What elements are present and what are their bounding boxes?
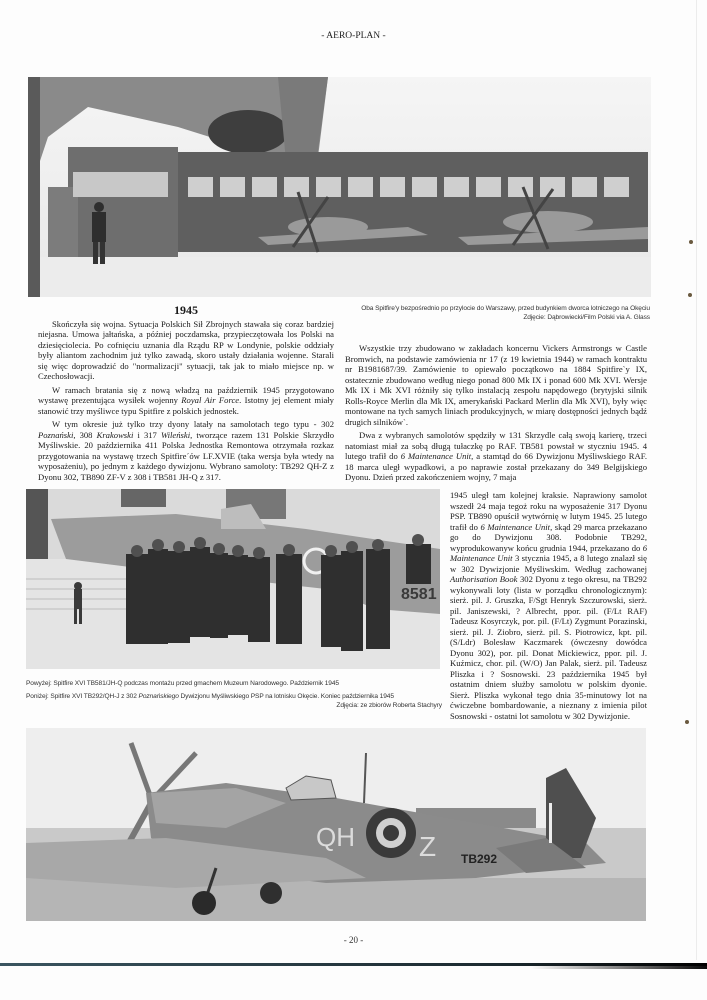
right-paragraph-2-start	[345, 430, 647, 483]
page-right-edge	[696, 0, 697, 960]
text-run: Dwa z wybranych samolotów spędziły w 131 Skrzydle całą swoją karierę, trzeci natomiast miał za sobą długą tułaczkę po RAF. TB581 powstał w styczniu 1945. 4 lutego trafił do	[345, 430, 647, 461]
page-bottom-shadow	[530, 966, 707, 969]
caption-below	[26, 692, 446, 701]
right-paragraph-1: Wszystkie trzy zbudowano w zakładach koncernu Vickers Armstrongs w Castle Bromwich, na podstawie zamówienia nr 17 (z 19 kwietnia 1944) w ramach kontraktu nr B1981687/39. Zamówienie to opiewało początkowo na 1884 Spitfire`y IX, ostatecznie zbudowano według niego ponad 800 Mk IX i ponad 600 Mk XVI. Wersje Mk IX i Mk XVI różniły się tylko instalacją zespołu napędowego (brytyjski silnik Rolls-Royce Merlin dla Mk IX, amerykański Packard Merlin dla Mk XVI), były więc montowane na tych samych liniach produkcyjnych, w miarę dostępności jednych bądź drugich silników`.	[345, 343, 647, 427]
caption-above: Powyżej: Spitfire XVI TB581/JH-Q podczas montażu przed gmachem Muzeum Narodowego. Październik 1945	[26, 680, 339, 687]
italic-run: 6 Maintenance Unit	[480, 521, 551, 532]
italic-run: Authorisation Book	[450, 574, 518, 584]
text-run: , 308	[73, 429, 97, 440]
aircraft-code-left: QH	[316, 822, 355, 852]
text-run: i 317	[133, 429, 161, 440]
text-run: , a stamtąd do 66 Dywizjonu Myśliwskiego RAF. 18 marca uległ wypadkowi, a po naprawie został przekazany do 349 Belgijskiego Dyonu. Dzień przed zakończeniem wojny, 7 maja	[345, 451, 647, 482]
text-run: 3 stycznia 1945, a 8 lutego znalazł się w 302 Dywizjonie Myśliwskim. Według zachowanej	[450, 553, 647, 574]
spitfire-museum-crowd-photo-icon	[26, 489, 440, 669]
top-photo-credit: Zdjęcie: Dąbrowiecki/Film Polski via A. Glass	[523, 314, 650, 321]
italic-run: Krakowski	[96, 429, 134, 440]
bottom-photo-spitfire	[26, 728, 646, 921]
italic-run: Royal Air Force	[181, 395, 240, 405]
text-run: W tym okresie już tylko trzy dyony latały na samolotach tego typu - 302	[52, 419, 334, 429]
italic-run: 6 Maintenance Unit	[400, 451, 472, 461]
left-paragraph-1: Skończyła się wojna. Sytuacja Polskich Sił Zbrojnych stawała się coraz bardziej niejasna. Umowa jałtańska, a później poczdamska, przypieczętowała los Polski na dziesięciolecia. Po cofnięciu uznania dla Rządu RP w Londynie, polskie oddziały były aliantom zachodnim już tylko zawadą, skoro ustały działania wojenne. Starali się więc doprowadzić do "normalizacji" sytuacji, tak jak to miało miejsce np. w Czechosłowacji.	[38, 318, 334, 381]
article-right-column-narrow	[450, 490, 647, 724]
text-run: Poniżej: Spitfire XVI TB292/QH-J z 302	[26, 693, 139, 700]
scan-speck	[685, 720, 689, 724]
top-photo-caption	[345, 304, 650, 322]
scan-speck	[688, 293, 692, 297]
top-photo-caption-text: Oba Spitfire'y bezpośrednio po przylocie do Warszawy, przed budynkiem dworca lotniczego na Okęciu	[361, 305, 650, 312]
scan-speck	[689, 240, 693, 244]
text-run: , tworzące razem 131 Polskie Skrzydło Myśliwskie. 20 października 411 Polska Jednostka Remontowa otrzymała rozkaz przygotowania na wystawę trzech Spitfire´ów LF.XVIE (taka wersja była wtedy na wyposażeniu), po jednym z każdego dywizjonu. Wybrano samoloty: TB292 QH-Z z Dyonu 302, TB890 ZF-V z 308 i TB581 JH-Q z 317.	[38, 429, 335, 482]
right-paragraph-2-cont	[450, 490, 647, 721]
text-run: W ramach bratania się z nową władzą na październik 1945 przygotowano wystawę prezentująca wysiłek wojenny	[38, 384, 334, 405]
italic-run: 6 Maintenance Unit	[450, 542, 647, 563]
page-number: - 20 -	[343, 935, 364, 945]
spitfire-airfield-photo-icon	[26, 728, 646, 921]
article-heading: 1945	[174, 303, 198, 317]
article-left-column	[38, 305, 334, 485]
aircraft-code-right: Z	[419, 831, 437, 862]
italic-run: Poznański	[38, 429, 74, 440]
text-run: , skąd 29 marca przekazano go do Dywizjonu 308. Podobnie TB292, wyprodukowanyw końcu grudnia 1944, przekazano do	[450, 521, 648, 553]
top-photo-airport-terminal	[28, 77, 651, 297]
middle-photo-museum-crowd	[26, 489, 440, 669]
left-paragraph-2	[38, 385, 334, 417]
middle-photo-serial: 8581	[401, 586, 437, 603]
text-run: Dywizjonu Myśliwskiego PSP na lotnisku Okęcie. Koniec października 1945	[178, 693, 394, 700]
caption-credit: Zdjęcia: ze zbiorów Roberta Stachyry	[336, 702, 442, 709]
text-run: . Istotny jej element miały stanowić trzy myśliwce typu Spitfire z polskich jednostek.	[38, 395, 334, 416]
aircraft-serial: TB292	[461, 852, 498, 866]
running-header: - AERO-PLAN -	[321, 31, 386, 41]
airport-terminal-spitfires-photo-icon	[28, 77, 651, 297]
italic-run: Poznańskiego	[138, 693, 179, 700]
left-paragraph-3	[38, 419, 334, 482]
italic-run: Wileński	[160, 429, 191, 440]
article-right-column	[345, 343, 647, 483]
text-run: 1945 uległ tam kolejnej kraksie. Naprawiony samolot wszedł 24 maja tegoż roku na wyposażenie 317 Dyonu PSP. TB890 opuścił wytwórnię w lutym 1945. 25 lutego trafił do	[450, 490, 647, 532]
middle-photo-captions	[26, 679, 446, 710]
text-run: 302 Dyonu z tego okresu, na TB292 wykonywali loty (lista w porządku chronologicznym): sierż. pil. J. Gruszka, F/Sgt Henryk Szczurowski, sierż. pil. Janiszewski, ? Albrecht, ppor. pil. (F/Lt RAF) Tadeusz Kosyrczyk, por. pil. (F/Lt) Zygmunt Porazinski, sierż. pil. J. Ziobro, sierż. pil. S. Piotrowicz, kpt. pil. (S/Ldr) Bolesław Kaczmarek (ówczesny dowódca Dyonu 302), por. pil. Donat Mickiewicz, ppor. pil. J. Kuźmicz, chor. pil. (W/O) Jan Palak, sierż. pil. Tadeusz Pliszka i ? Sosnowski. 23 października 1945 był ostatnim dniem służby samolotu w polskim dyonie. Sierż. Pliszka wykonał tego dnia 35-minutowy lot na ćwiczebne bombardowanie, a nieznany z imienia pilot Sosnowski - ostatni lot samolotu w 302 Dywizjonie.	[450, 574, 647, 721]
